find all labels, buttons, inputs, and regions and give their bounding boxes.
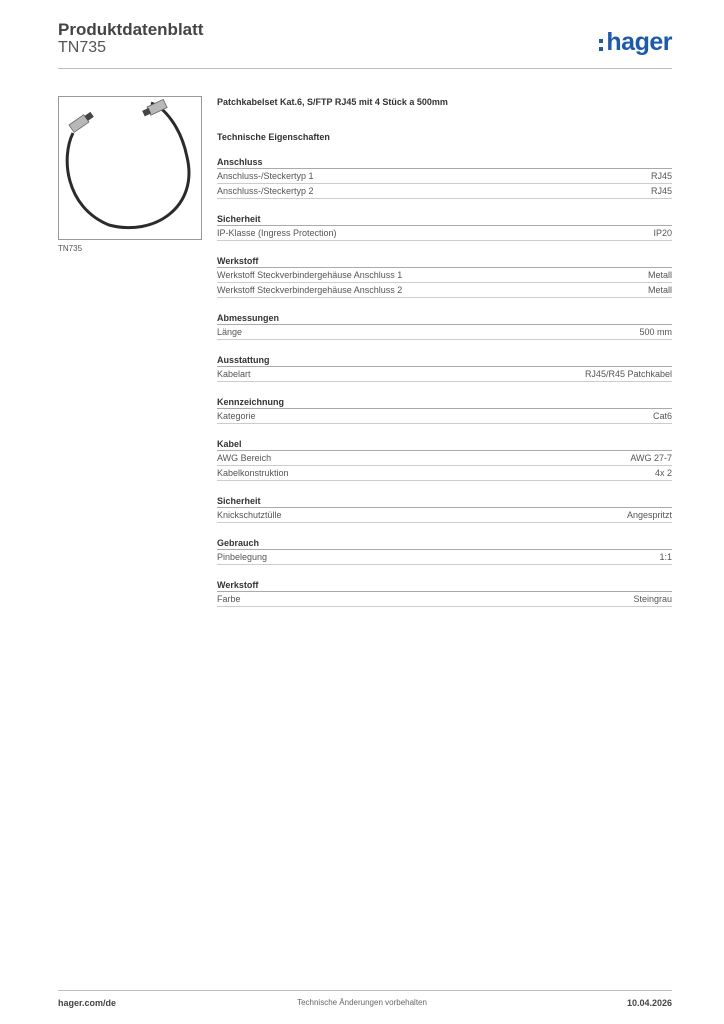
section-title: Abmessungen — [217, 312, 672, 325]
section-title: Kabel — [217, 438, 672, 451]
property-label: AWG Bereich — [217, 453, 272, 463]
property-section — [217, 156, 672, 199]
property-value: RJ45 — [650, 186, 672, 196]
property-section — [217, 255, 672, 298]
property-section — [217, 312, 672, 340]
property-value: AWG 27-7 — [630, 453, 672, 463]
product-title: Patchkabelset Kat.6, S/FTP RJ45 mit 4 Stück a 500mm — [217, 97, 448, 107]
product-code: TN735 — [58, 39, 107, 56]
property-label: Werkstoff Steckverbindergehäuse Anschluss 2 — [217, 285, 403, 295]
property-value: RJ45/R45 Patchkabel — [584, 369, 672, 379]
property-row — [217, 451, 672, 466]
section-title: Kennzeichnung — [217, 396, 672, 409]
property-section — [217, 579, 672, 607]
footer-divider — [58, 990, 672, 991]
property-value: 500 mm — [639, 327, 672, 337]
property-row — [217, 550, 672, 565]
property-value: RJ45 — [650, 171, 672, 181]
property-row — [217, 592, 672, 607]
header-divider — [58, 68, 672, 69]
property-section — [217, 495, 672, 523]
property-row — [217, 466, 672, 481]
property-row — [217, 367, 672, 382]
property-section — [217, 396, 672, 424]
property-value: Steingrau — [633, 594, 672, 604]
property-section — [217, 213, 672, 241]
logo-dots-icon — [599, 39, 604, 51]
property-label: Kabelart — [217, 369, 251, 379]
property-row — [217, 508, 672, 523]
property-value: Angespritzt — [626, 510, 672, 520]
footer-date: 10.04.2026 — [626, 998, 672, 1008]
property-label: Knickschutztülle — [217, 510, 282, 520]
property-label: Anschluss-/Steckertyp 2 — [217, 186, 314, 196]
property-label: IP-Klasse (Ingress Protection) — [217, 228, 337, 238]
section-title: Ausstattung — [217, 354, 672, 367]
property-label: Kabelkonstruktion — [217, 468, 289, 478]
property-value: 1:1 — [659, 552, 672, 562]
page-title: Produktdatenblatt — [58, 20, 204, 39]
section-title: Sicherheit — [217, 213, 672, 226]
property-sections — [217, 156, 672, 607]
property-value: IP20 — [653, 228, 672, 238]
property-row — [217, 226, 672, 241]
property-value: 4x 2 — [654, 468, 672, 478]
section-title: Werkstoff — [217, 579, 672, 592]
property-value: Metall — [647, 285, 672, 295]
property-section — [217, 537, 672, 565]
property-label: Werkstoff Steckverbindergehäuse Anschluss 1 — [217, 270, 403, 280]
image-caption: TN735 — [58, 244, 83, 253]
property-label: Anschluss-/Steckertyp 1 — [217, 171, 314, 181]
product-image — [58, 96, 202, 240]
section-title: Werkstoff — [217, 255, 672, 268]
property-value: Metall — [647, 270, 672, 280]
property-value: Cat6 — [652, 411, 672, 421]
product-details — [217, 96, 672, 607]
property-label: Länge — [217, 327, 243, 337]
section-title: Gebrauch — [217, 537, 672, 550]
property-label: Kategorie — [217, 411, 256, 421]
property-label: Pinbelegung — [217, 552, 268, 562]
property-row — [217, 268, 672, 283]
footer-website-link[interactable]: hager.com/de — [58, 998, 117, 1008]
footer-disclaimer: Technische Änderungen vorbehalten — [297, 998, 427, 1007]
property-row — [217, 283, 672, 298]
section-title: Sicherheit — [217, 495, 672, 508]
property-row — [217, 409, 672, 424]
logo-wordmark: hager — [606, 28, 672, 56]
tech-properties-heading: Technische Eigenschaften — [217, 132, 330, 142]
property-section — [217, 438, 672, 481]
property-label: Farbe — [217, 594, 241, 604]
brand-logo[interactable] — [599, 28, 672, 57]
property-row — [217, 325, 672, 340]
patch-cable-icon — [59, 97, 201, 239]
section-title: Anschluss — [217, 156, 672, 169]
property-section — [217, 354, 672, 382]
property-row — [217, 169, 672, 184]
property-row — [217, 184, 672, 199]
